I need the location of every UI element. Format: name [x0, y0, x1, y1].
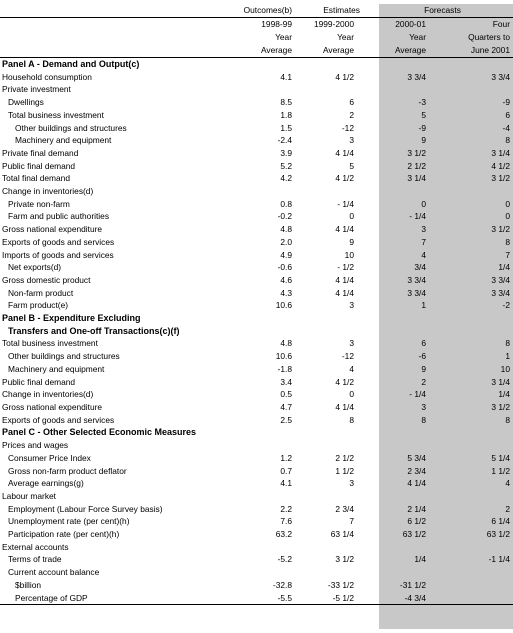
cell-col3	[372, 325, 446, 338]
cell-col1: 8.5	[280, 97, 292, 108]
row-label: Total business investment	[8, 109, 104, 120]
table-row	[0, 160, 513, 173]
cell-col1: 1.2	[280, 452, 292, 463]
cell-col2: 3	[349, 135, 354, 146]
cell-col4: 10	[500, 363, 510, 374]
panel-heading-row	[0, 426, 513, 439]
cell-col2	[299, 83, 372, 96]
cell-col4: 3 3/4	[491, 274, 510, 285]
cell-col1	[239, 541, 299, 554]
cell-col1: 2.0	[280, 236, 292, 247]
cell-col2: -5 1/2	[299, 592, 372, 605]
row-label: Change in inventories(d)	[2, 186, 94, 197]
table-row	[0, 541, 513, 554]
table-row	[0, 299, 513, 312]
cell-col3: 2 1/2	[407, 160, 426, 171]
table-row	[0, 71, 513, 84]
row-label: Household consumption	[2, 71, 92, 82]
cell-col2: 10	[344, 249, 354, 260]
cell-col4	[446, 566, 513, 579]
row-label: Total final demand	[2, 173, 70, 184]
cell-col2: -12	[341, 351, 354, 362]
panel-title: Panel A - Demand and Output(c)	[2, 59, 140, 69]
sub2-col2: Average	[299, 44, 372, 58]
row-label: Private non-farm	[8, 198, 70, 209]
cell-col4	[446, 185, 513, 198]
cell-col1	[239, 490, 299, 503]
panel-title: Panel B - Expenditure Excluding	[2, 313, 141, 324]
cell-col3: 7	[421, 236, 426, 247]
cell-col3: -3	[418, 97, 426, 108]
cell-col1: 0.7	[280, 465, 292, 476]
cell-col2	[299, 185, 372, 198]
table-row	[0, 287, 513, 300]
row-label: Change in inventories(d)	[2, 389, 94, 400]
table-row	[0, 515, 513, 528]
cell-col2: 3	[349, 478, 354, 489]
row-label: Public final demand	[2, 376, 76, 387]
cell-col4: 3 1/4	[491, 147, 510, 158]
row-label: Participation rate (per cent)(h)	[8, 529, 120, 540]
period-four: Four	[492, 19, 510, 29]
panel-title: Transfers and One-off Transactions(c)(f)	[8, 325, 180, 336]
cell-col4: 3 3/4	[491, 71, 510, 82]
cell-col1: 5.2	[280, 160, 292, 171]
row-label: Average earnings(g)	[8, 478, 84, 489]
cell-col2: 4 1/4	[335, 224, 354, 235]
cell-col1: -2.4	[277, 135, 292, 146]
table-row	[0, 465, 513, 478]
cell-col3: 6 1/2	[407, 516, 426, 527]
cell-col4: 0	[505, 211, 510, 222]
cell-col4: 1/4	[498, 389, 510, 400]
row-label: Machinery and equipment	[15, 135, 112, 146]
table-row	[0, 337, 513, 350]
cell-col2: 4	[349, 363, 354, 374]
row-label: Farm and public authorities	[8, 211, 110, 222]
cell-col2	[299, 541, 372, 554]
cell-col3: 3 1/4	[407, 173, 426, 184]
cell-col4: 3 1/2	[491, 224, 510, 235]
sub1-col2: Year	[337, 32, 354, 42]
row-label: Farm product(e)	[8, 300, 69, 311]
table-row	[0, 134, 513, 147]
table-row	[0, 122, 513, 135]
row-label: External accounts	[2, 541, 69, 552]
cell-col1	[239, 325, 299, 338]
row-label: Percentage of GDP	[0, 592, 239, 605]
cell-col1	[239, 185, 299, 198]
row-label: Gross domestic product	[2, 274, 91, 285]
cell-col4: 6 1/4	[491, 516, 510, 527]
table-row	[0, 553, 513, 566]
cell-col4	[446, 325, 513, 338]
panel-heading-row	[0, 312, 513, 325]
header-forecasts: Forecasts	[372, 4, 513, 18]
cell-col2: 2 1/2	[335, 452, 354, 463]
row-label: Total business investment	[2, 338, 98, 349]
cell-col3	[372, 58, 446, 71]
cell-col2: 8	[349, 414, 354, 425]
row-label: Gross non-farm product deflator	[8, 465, 127, 476]
cell-col1: -5.2	[277, 554, 292, 565]
cell-col4	[446, 579, 513, 592]
cell-col3: 5 3/4	[407, 452, 426, 463]
header-row-periods	[0, 18, 513, 32]
header-estimates: Estimates	[299, 4, 372, 18]
cell-col1: 4.1	[280, 71, 292, 82]
cell-col2: 4 1/4	[335, 147, 354, 158]
cell-col1: 0.5	[280, 389, 292, 400]
cell-col3	[372, 185, 446, 198]
cell-col1: -32.8	[272, 579, 292, 590]
cell-col3: 5	[421, 109, 426, 120]
table-row	[0, 490, 513, 503]
cell-col4: 3 1/2	[491, 401, 510, 412]
cell-col1: 2.2	[280, 503, 292, 514]
cell-col1	[239, 566, 299, 579]
cell-col1	[239, 83, 299, 96]
cell-col1: 1.5	[280, 122, 292, 133]
row-label: Unemployment rate (per cent)(h)	[8, 516, 130, 527]
cell-col4: 8	[505, 135, 510, 146]
cell-col3: 3 1/2	[407, 147, 426, 158]
sub1-col4: Quarters to	[468, 32, 510, 42]
cell-col1: -5.5	[239, 592, 299, 605]
table-row	[0, 414, 513, 427]
cell-col4: 0	[505, 198, 510, 209]
table-row	[0, 439, 513, 452]
cell-col3: 3	[421, 224, 426, 235]
sub1-col3: Year	[409, 32, 426, 42]
cell-col3: -6	[418, 351, 426, 362]
table-row	[0, 477, 513, 490]
row-label: Machinery and equipment	[8, 363, 105, 374]
cell-col4: 4	[505, 478, 510, 489]
cell-col4: 3 1/4	[491, 376, 510, 387]
period-1998-99: 1998-99	[261, 19, 292, 29]
header-row-sub1	[0, 31, 513, 44]
table-row	[0, 198, 513, 211]
cell-col2: 4 1/2	[335, 173, 354, 184]
table-row	[0, 363, 513, 376]
cell-col4: 2	[505, 503, 510, 514]
cell-col4: 5 1/4	[491, 452, 510, 463]
cell-col1: -0.6	[277, 262, 292, 273]
cell-col3: - 1/4	[409, 389, 426, 400]
row-label: $billion	[15, 579, 42, 590]
table-row	[0, 172, 513, 185]
cell-col4: 7	[505, 249, 510, 260]
cell-col4: -1 1/4	[488, 554, 510, 565]
table-row	[0, 401, 513, 414]
panel-heading-row	[0, 325, 513, 338]
cell-col4: 4 1/2	[491, 160, 510, 171]
table-row	[0, 388, 513, 401]
period-2000-01: 2000-01	[395, 19, 426, 29]
table-row	[0, 185, 513, 198]
cell-col1: 4.7	[280, 401, 292, 412]
table-row	[0, 566, 513, 579]
cell-col2: -12	[341, 122, 354, 133]
cell-col4: -4	[502, 122, 510, 133]
cell-col3	[372, 83, 446, 96]
cell-col4: 8	[505, 338, 510, 349]
cell-col2	[299, 325, 372, 338]
cell-col2: 5	[349, 160, 354, 171]
cell-col4: 1/4	[498, 262, 510, 273]
header-outcomes: Outcomes(b)	[239, 4, 299, 18]
row-label: Private final demand	[2, 147, 79, 158]
row-label: Non-farm product	[8, 287, 74, 298]
table-row	[0, 452, 513, 465]
cell-col3	[372, 312, 446, 325]
row-label: Consumer Price Index	[8, 452, 91, 463]
cell-col3: 0	[421, 198, 426, 209]
cell-col2: 7	[349, 516, 354, 527]
cell-col3: 3 3/4	[407, 71, 426, 82]
cell-col1: 4.2	[280, 173, 292, 184]
cell-col3: 3 3/4	[407, 274, 426, 285]
cell-col1: 3.9	[280, 147, 292, 158]
cell-col3	[372, 439, 446, 452]
panel-title: Panel C - Other Selected Economic Measures	[2, 427, 197, 438]
cell-col2: 4 1/2	[335, 71, 354, 82]
cell-col2: 3	[349, 300, 354, 311]
cell-col1: 1.8	[280, 109, 292, 120]
cell-col4: -9	[502, 97, 510, 108]
cell-col2	[299, 426, 372, 439]
cell-col3: 9	[421, 135, 426, 146]
row-label: Other buildings and structures	[15, 122, 127, 133]
cell-col3: 9	[421, 363, 426, 374]
cell-col3	[372, 566, 446, 579]
header-row-sub2	[0, 44, 513, 58]
cell-col2: 0	[349, 211, 354, 222]
cell-col1: -1.8	[277, 363, 292, 374]
cell-col4	[446, 83, 513, 96]
cell-col4	[446, 592, 513, 605]
cell-col3: -31 1/2	[399, 579, 426, 590]
cell-col1: 10.6	[275, 351, 292, 362]
cell-col4: -2	[502, 300, 510, 311]
cell-col3: -4 3/4	[372, 592, 446, 605]
cell-col3: 3/4	[414, 262, 426, 273]
cell-col4	[446, 439, 513, 452]
table-row	[0, 579, 513, 592]
cell-col3: 4 1/4	[407, 478, 426, 489]
cell-col2: 2	[349, 109, 354, 120]
cell-col2: 0	[349, 389, 354, 400]
cell-col2: 3 1/2	[335, 554, 354, 565]
cell-col4	[446, 490, 513, 503]
cell-col1: 3.4	[280, 376, 292, 387]
row-label: Exports of goods and services	[2, 236, 115, 247]
cell-col2	[299, 490, 372, 503]
table-row	[0, 592, 513, 605]
cell-col1: 2.5	[280, 414, 292, 425]
cell-col1: 10.6	[275, 300, 292, 311]
table-row	[0, 274, 513, 287]
cell-col2	[299, 58, 372, 71]
row-label: Prices and wages	[2, 440, 69, 451]
table-row	[0, 236, 513, 249]
cell-col1: 7.6	[280, 516, 292, 527]
cell-col4	[446, 541, 513, 554]
cell-col2	[299, 566, 372, 579]
table-row	[0, 261, 513, 274]
panel-heading-row	[0, 58, 513, 71]
cell-col3: 3	[421, 401, 426, 412]
cell-col4: 1 1/2	[491, 465, 510, 476]
table-row	[0, 147, 513, 160]
table-row	[0, 96, 513, 109]
period-1999-2000: 1999-2000	[313, 19, 354, 29]
cell-col3: 8	[421, 414, 426, 425]
cell-col3: 2 3/4	[407, 465, 426, 476]
cell-col3: 1/4	[414, 554, 426, 565]
cell-col3: -9	[418, 122, 426, 133]
cell-col2: - 1/4	[337, 198, 354, 209]
cell-col2: 63 1/4	[330, 529, 354, 540]
cell-col2: 4 1/4	[335, 401, 354, 412]
cell-col1: 63.2	[275, 529, 292, 540]
sub2-col4: June 2001	[446, 44, 513, 58]
cell-col2	[299, 439, 372, 452]
cell-col1	[239, 58, 299, 71]
cell-col2: 4 1/4	[335, 287, 354, 298]
cell-col3	[372, 541, 446, 554]
cell-col2: 4 1/2	[335, 376, 354, 387]
table-row	[0, 350, 513, 363]
row-label: Labour market	[2, 490, 56, 501]
cell-col1: 0.8	[280, 198, 292, 209]
table-row	[0, 503, 513, 516]
cell-col3	[372, 490, 446, 503]
cell-col2: 2 3/4	[335, 503, 354, 514]
cell-col2: 6	[349, 97, 354, 108]
cell-col2: - 1/2	[337, 262, 354, 273]
cell-col4: 63 1/2	[486, 529, 510, 540]
cell-col4	[446, 58, 513, 71]
row-label: Public final demand	[2, 160, 76, 171]
cell-col1: 4.9	[280, 249, 292, 260]
table-row	[0, 210, 513, 223]
cell-col1: 4.6	[280, 274, 292, 285]
cell-col4: 8	[505, 414, 510, 425]
table-row	[0, 249, 513, 262]
cell-col3: 1	[421, 300, 426, 311]
cell-col2	[299, 312, 372, 325]
cell-col2: 1 1/2	[335, 465, 354, 476]
cell-col4: 6	[505, 109, 510, 120]
cell-col1	[239, 426, 299, 439]
cell-col2: 4 1/4	[335, 274, 354, 285]
table-row	[0, 109, 513, 122]
sub1-col1: Year	[275, 32, 292, 42]
cell-col4	[446, 426, 513, 439]
row-label: Imports of goods and services	[2, 249, 114, 260]
cell-col4: 3 3/4	[491, 287, 510, 298]
cell-col3: 4	[421, 249, 426, 260]
cell-col1: 4.8	[280, 338, 292, 349]
cell-col1	[239, 439, 299, 452]
cell-col2: -33 1/2	[327, 579, 354, 590]
sub2-col3: Average	[372, 44, 446, 58]
cell-col1: 4.8	[280, 224, 292, 235]
row-label: Gross national expenditure	[2, 224, 103, 235]
cell-col3: 63 1/2	[402, 529, 426, 540]
row-label: Terms of trade	[8, 554, 62, 565]
cell-col3: 6	[421, 338, 426, 349]
header-blank	[0, 4, 239, 18]
cell-col3: 3 3/4	[407, 287, 426, 298]
cell-col3	[372, 426, 446, 439]
table-body	[0, 58, 513, 605]
row-label: Exports of goods and services	[2, 414, 115, 425]
table-row	[0, 528, 513, 541]
cell-col3: 2	[421, 376, 426, 387]
economic-forecasts-table	[0, 4, 513, 605]
cell-col1	[239, 312, 299, 325]
cell-col1: -0.2	[277, 211, 292, 222]
cell-col3: - 1/4	[409, 211, 426, 222]
row-label: Private investment	[2, 84, 71, 95]
row-label: Other buildings and structures	[8, 351, 120, 362]
cell-col2: 3	[349, 338, 354, 349]
row-label: Gross national expenditure	[2, 401, 103, 412]
table-row	[0, 376, 513, 389]
cell-col3: 2 1/4	[407, 503, 426, 514]
cell-col4: 1	[505, 351, 510, 362]
row-label: Employment (Labour Force Survey basis)	[8, 503, 163, 514]
table-row	[0, 83, 513, 96]
cell-col1: 4.1	[280, 478, 292, 489]
row-label: Net exports(d)	[8, 262, 62, 273]
cell-col4	[446, 312, 513, 325]
header-row-groups	[0, 4, 513, 18]
table-row	[0, 223, 513, 236]
sub2-col1: Average	[239, 44, 299, 58]
cell-col4: 8	[505, 236, 510, 247]
row-label: Dwellings	[8, 97, 44, 108]
cell-col4: 3 1/2	[491, 173, 510, 184]
cell-col1: 4.3	[280, 287, 292, 298]
row-label: Current account balance	[8, 567, 100, 578]
cell-col2: 9	[349, 236, 354, 247]
